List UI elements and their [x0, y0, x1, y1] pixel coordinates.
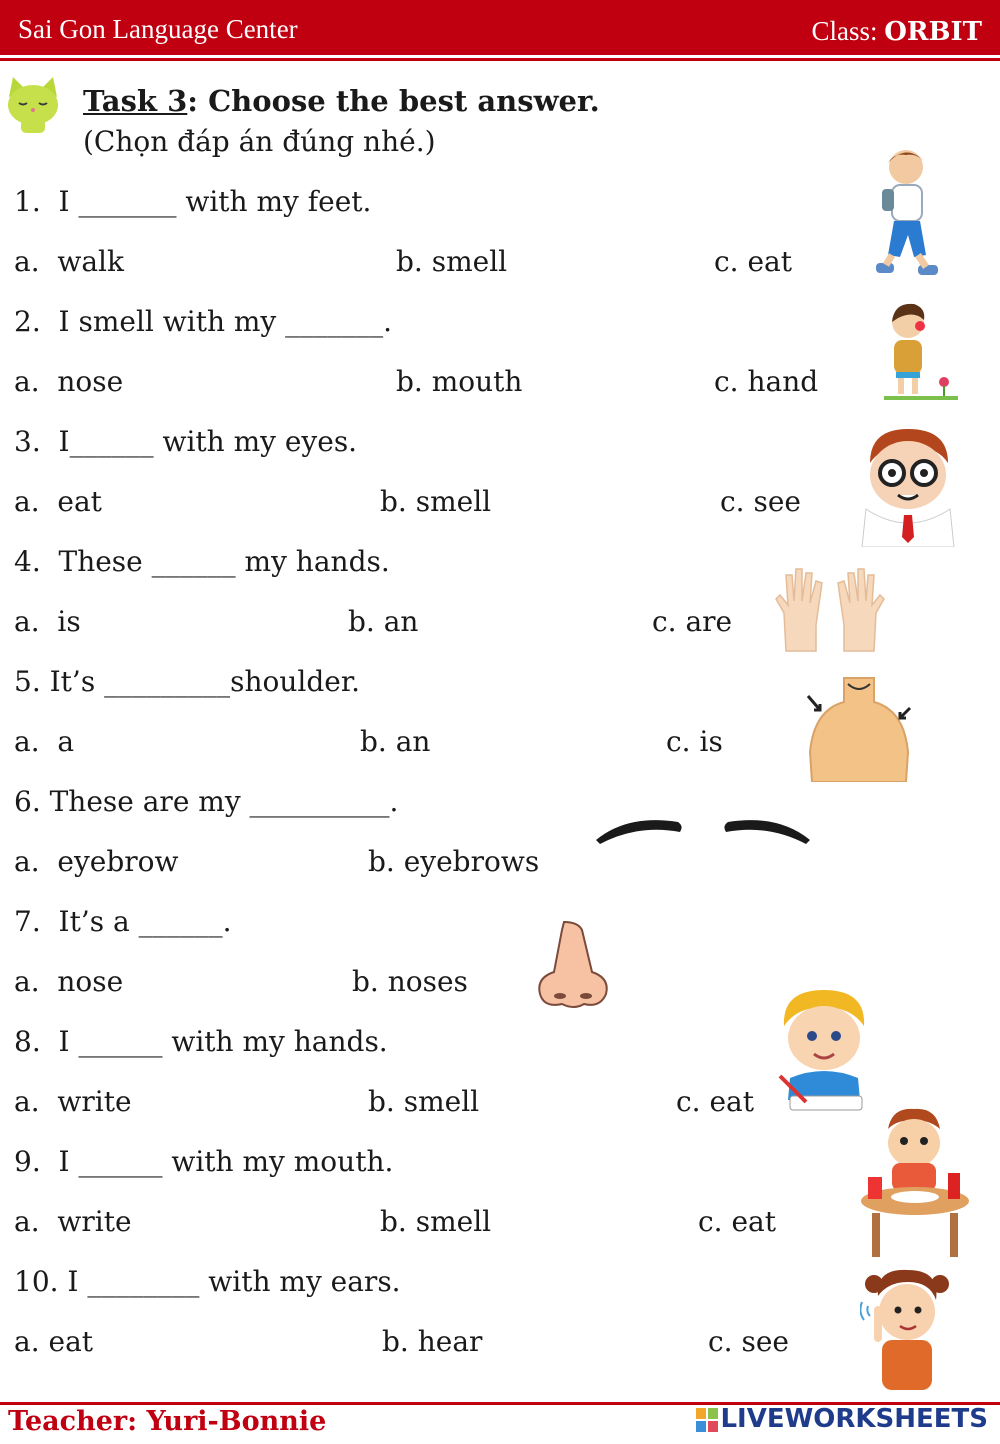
- walking-boy-picture: [866, 145, 942, 283]
- option-3b[interactable]: b. smell: [380, 485, 492, 518]
- task-label: Task 3: [83, 84, 188, 118]
- option-4b[interactable]: b. an: [348, 605, 419, 638]
- option-7b[interactable]: b. noses: [352, 965, 468, 998]
- option-10b[interactable]: b. hear: [382, 1325, 483, 1358]
- brand-logo: [696, 1404, 988, 1434]
- option-1a[interactable]: a. walk: [14, 245, 124, 278]
- option-2a[interactable]: a. nose: [14, 365, 124, 398]
- option-4c[interactable]: c. are: [652, 605, 733, 638]
- question-5: 5. It’s _________shoulder.: [14, 665, 361, 698]
- option-9c[interactable]: c. eat: [698, 1205, 776, 1238]
- question-1: 1. I _______ with my feet.: [14, 185, 372, 218]
- option-3c[interactable]: c. see: [720, 485, 801, 518]
- option-5a[interactable]: a. a: [14, 725, 75, 758]
- question-2: 2. I smell with my _______.: [14, 305, 393, 338]
- option-9b[interactable]: b. smell: [380, 1205, 492, 1238]
- center-name: Sai Gon Language Center: [18, 14, 298, 44]
- shoulder-picture: [804, 672, 914, 782]
- question-8: 8. I ______ with my hands.: [14, 1025, 388, 1058]
- class-name: ORBIT: [884, 17, 982, 47]
- task-title: [83, 84, 600, 118]
- eyebrows-picture: [594, 812, 812, 848]
- option-2b[interactable]: b. mouth: [396, 365, 523, 398]
- option-4a[interactable]: a. is: [14, 605, 81, 638]
- question-10: 10. I ________ with my ears.: [14, 1265, 401, 1298]
- boy-writing-picture: [776, 988, 872, 1116]
- option-9a[interactable]: a. write: [14, 1205, 132, 1238]
- class-label: Class:: [811, 16, 878, 46]
- girl-smelling-flower-picture: [884, 300, 958, 402]
- option-10a[interactable]: a. eat: [14, 1325, 94, 1358]
- cat-icon: [5, 75, 61, 133]
- option-5b[interactable]: b. an: [360, 725, 431, 758]
- question-3: 3. I______ with my eyes.: [14, 425, 358, 458]
- class-info: [811, 16, 982, 47]
- task-instruction: : Choose the best answer.: [187, 84, 600, 118]
- option-2c[interactable]: c. hand: [714, 365, 819, 398]
- option-6a[interactable]: a. eyebrow: [14, 845, 179, 878]
- question-6: 6. These are my __________.: [14, 785, 399, 818]
- option-7a[interactable]: a. nose: [14, 965, 124, 998]
- option-6b[interactable]: b. eyebrows: [368, 845, 540, 878]
- teacher-credit: Teacher: Yuri-Bonnie: [8, 1406, 327, 1437]
- brand-name: LIVEWORKSHEETS: [720, 1404, 988, 1434]
- option-8a[interactable]: a. write: [14, 1085, 132, 1118]
- option-5c[interactable]: c. is: [666, 725, 723, 758]
- nose-picture: [534, 920, 612, 1010]
- header-divider: [0, 58, 1000, 61]
- task-subtitle: (Chọn đáp án đúng nhé.): [83, 125, 436, 158]
- option-8b[interactable]: b. smell: [368, 1085, 480, 1118]
- option-1b[interactable]: b. smell: [396, 245, 508, 278]
- option-8c[interactable]: c. eat: [676, 1085, 754, 1118]
- question-7: 7. It’s a ______.: [14, 905, 232, 938]
- hands-picture: [772, 565, 888, 653]
- question-4: 4. These ______ my hands.: [14, 545, 390, 578]
- option-3a[interactable]: a. eat: [14, 485, 102, 518]
- option-10c[interactable]: c. see: [708, 1325, 789, 1358]
- boy-eating-picture: [858, 1105, 972, 1257]
- boy-with-glasses-picture: [856, 425, 960, 547]
- liveworksheets-icon: [696, 1408, 718, 1432]
- question-9: 9. I ______ with my mouth.: [14, 1145, 394, 1178]
- option-1c[interactable]: c. eat: [714, 245, 792, 278]
- girl-listening-picture: [860, 1266, 952, 1390]
